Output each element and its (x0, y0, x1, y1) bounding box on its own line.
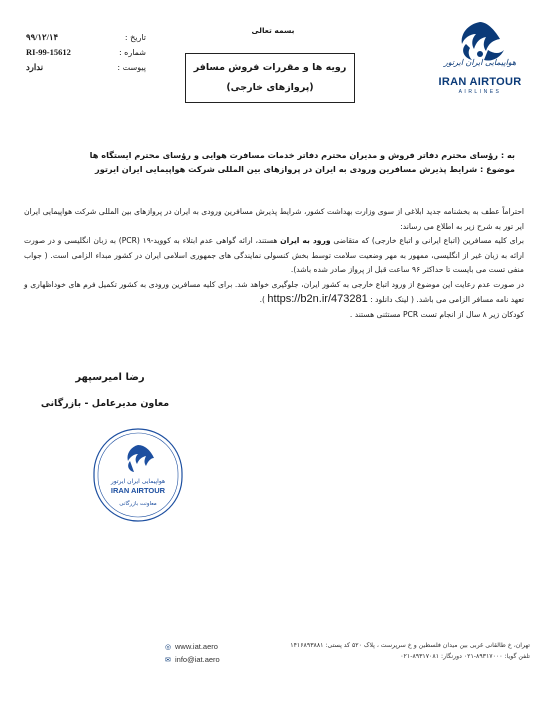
footer-website[interactable]: www.iat.aero (175, 642, 218, 651)
title-line-1: رویه ها و مقررات فروش مسافر (193, 62, 347, 73)
footer-email-row (165, 654, 235, 667)
signatory-name: رضا امیرسپهر (75, 372, 145, 383)
footer-address-line-2: تلفن گویا: ۸۹۳۱۷۰۰۰-۰۲۱ دورنگار: ۸۹۳۱۷۰۸۱-۰۲۱ (400, 653, 530, 660)
date-value: ۹۹/۱۲/۱۴ (26, 32, 59, 42)
date-label: تاریخ : (124, 33, 146, 42)
download-link[interactable]: https://b2n.ir/473281 (267, 293, 368, 305)
para3-text-b: ). (259, 295, 268, 304)
para2-bold: ورود به ایران (280, 236, 331, 245)
footer-contacts (165, 641, 235, 667)
footer-website-row (165, 641, 235, 654)
para2-text-a: برای کلیه مسافرین (اتباع ایرانی و اتباع خارجی) که متقاضی (330, 236, 524, 245)
para3-text-a: در صورت عدم رعایت این موضوع از ورود اتباع خارجی به کشور ایران، جلوگیری خواهد شد. برای کلیه مسافرین ورودی به کشور تکمیل فرم های خوداظهاری و تعهد نامه مسافر الزامی می باشد. ( لینک دانلود : (24, 279, 524, 304)
stamp-brand-name: IRAN AIRTOUR (110, 486, 166, 495)
footer-email[interactable]: info@iat.aero (175, 655, 220, 664)
attachment-value: ندارد (26, 62, 44, 72)
logo-persian-script: هواپیمایی ایران ایرتور (443, 58, 517, 67)
title-box (185, 53, 355, 103)
bismillah: بسمه تعالی (251, 26, 295, 35)
logo-tagline: AIRLINES (458, 89, 502, 95)
to-line: به : رؤسای محترم دفاتر فروش و مدیران محترم دفاتر خدمات مسافرت هوایی و رؤسای محترم ایستگاه ها (89, 150, 515, 160)
number-row (26, 45, 146, 60)
addressee-block (40, 148, 515, 176)
para2-text-b: هستند، ارائه گواهی عدم ابتلاء به کووید-۱۹ (PCR) به زبان انگلیسی و در صورت ارائه به زبان غیر از انگلیسی، ممهور به مهر وضعیت سلامت توسط بخش کنسولی نمایندگی های جمهوری اسلامی ایران در کشور مبداء الزامی است. ( جواب منفی تست می بایست تا حداکثر ۹۶ ساعت قبل از پرواز صادر شده باشد). (24, 236, 524, 274)
signatory-title: معاون مدیرعامل - بازرگانی (40, 398, 170, 409)
attachment-label: پیوست : (117, 63, 146, 72)
body-paragraph-1: احتراماً عطف به بخشنامه جدید ابلاغی از سوی وزارت بهداشت کشور، شرایط پذیرش مسافرین ورودی به ایران در پروازهای بین المللی شرکت هواپیمایی ایران ایر تور به شرح زیر به اطلاع می رساند: (24, 207, 524, 231)
logo-brand-name: IRAN AIRTOUR (438, 76, 522, 88)
title-line-2: (پروازهای خارجی) (226, 82, 314, 93)
body-paragraph-3 (24, 278, 524, 308)
subject-line: موضوع : شرایط پذیرش مسافرین ورودی به ایران در پروازهای بین المللی شرکت هواپیمایی ایران ایرتور (95, 164, 515, 174)
date-row (26, 30, 146, 45)
attachment-row (26, 60, 146, 75)
stamp-persian: هواپیمایی ایران ایرتور (110, 478, 166, 485)
body-paragraph-4: کودکان زیر ۸ سال از انجام تست PCR مستثنی هستند . (349, 309, 524, 319)
footer-address (250, 640, 530, 662)
body-paragraph-2 (24, 234, 524, 278)
stamp-dept: معاونت بازرگانی (119, 501, 157, 507)
letter-meta (26, 30, 146, 75)
footer-address-line-1: تهران، خ طالقانی غربی بین میدان فلسطین و خ سرپرست ، پلاک ۵۲۰ کد پستی: ۱۴۱۶۸۹۳۸۸۱ (290, 642, 530, 649)
number-label: شماره : (118, 48, 146, 57)
company-stamp-icon (90, 425, 186, 525)
globe-icon: ◎ (165, 644, 172, 651)
number-value: RI-99-15612 (26, 47, 71, 57)
mail-icon: ✉ (165, 657, 171, 664)
letter-body (24, 205, 524, 322)
